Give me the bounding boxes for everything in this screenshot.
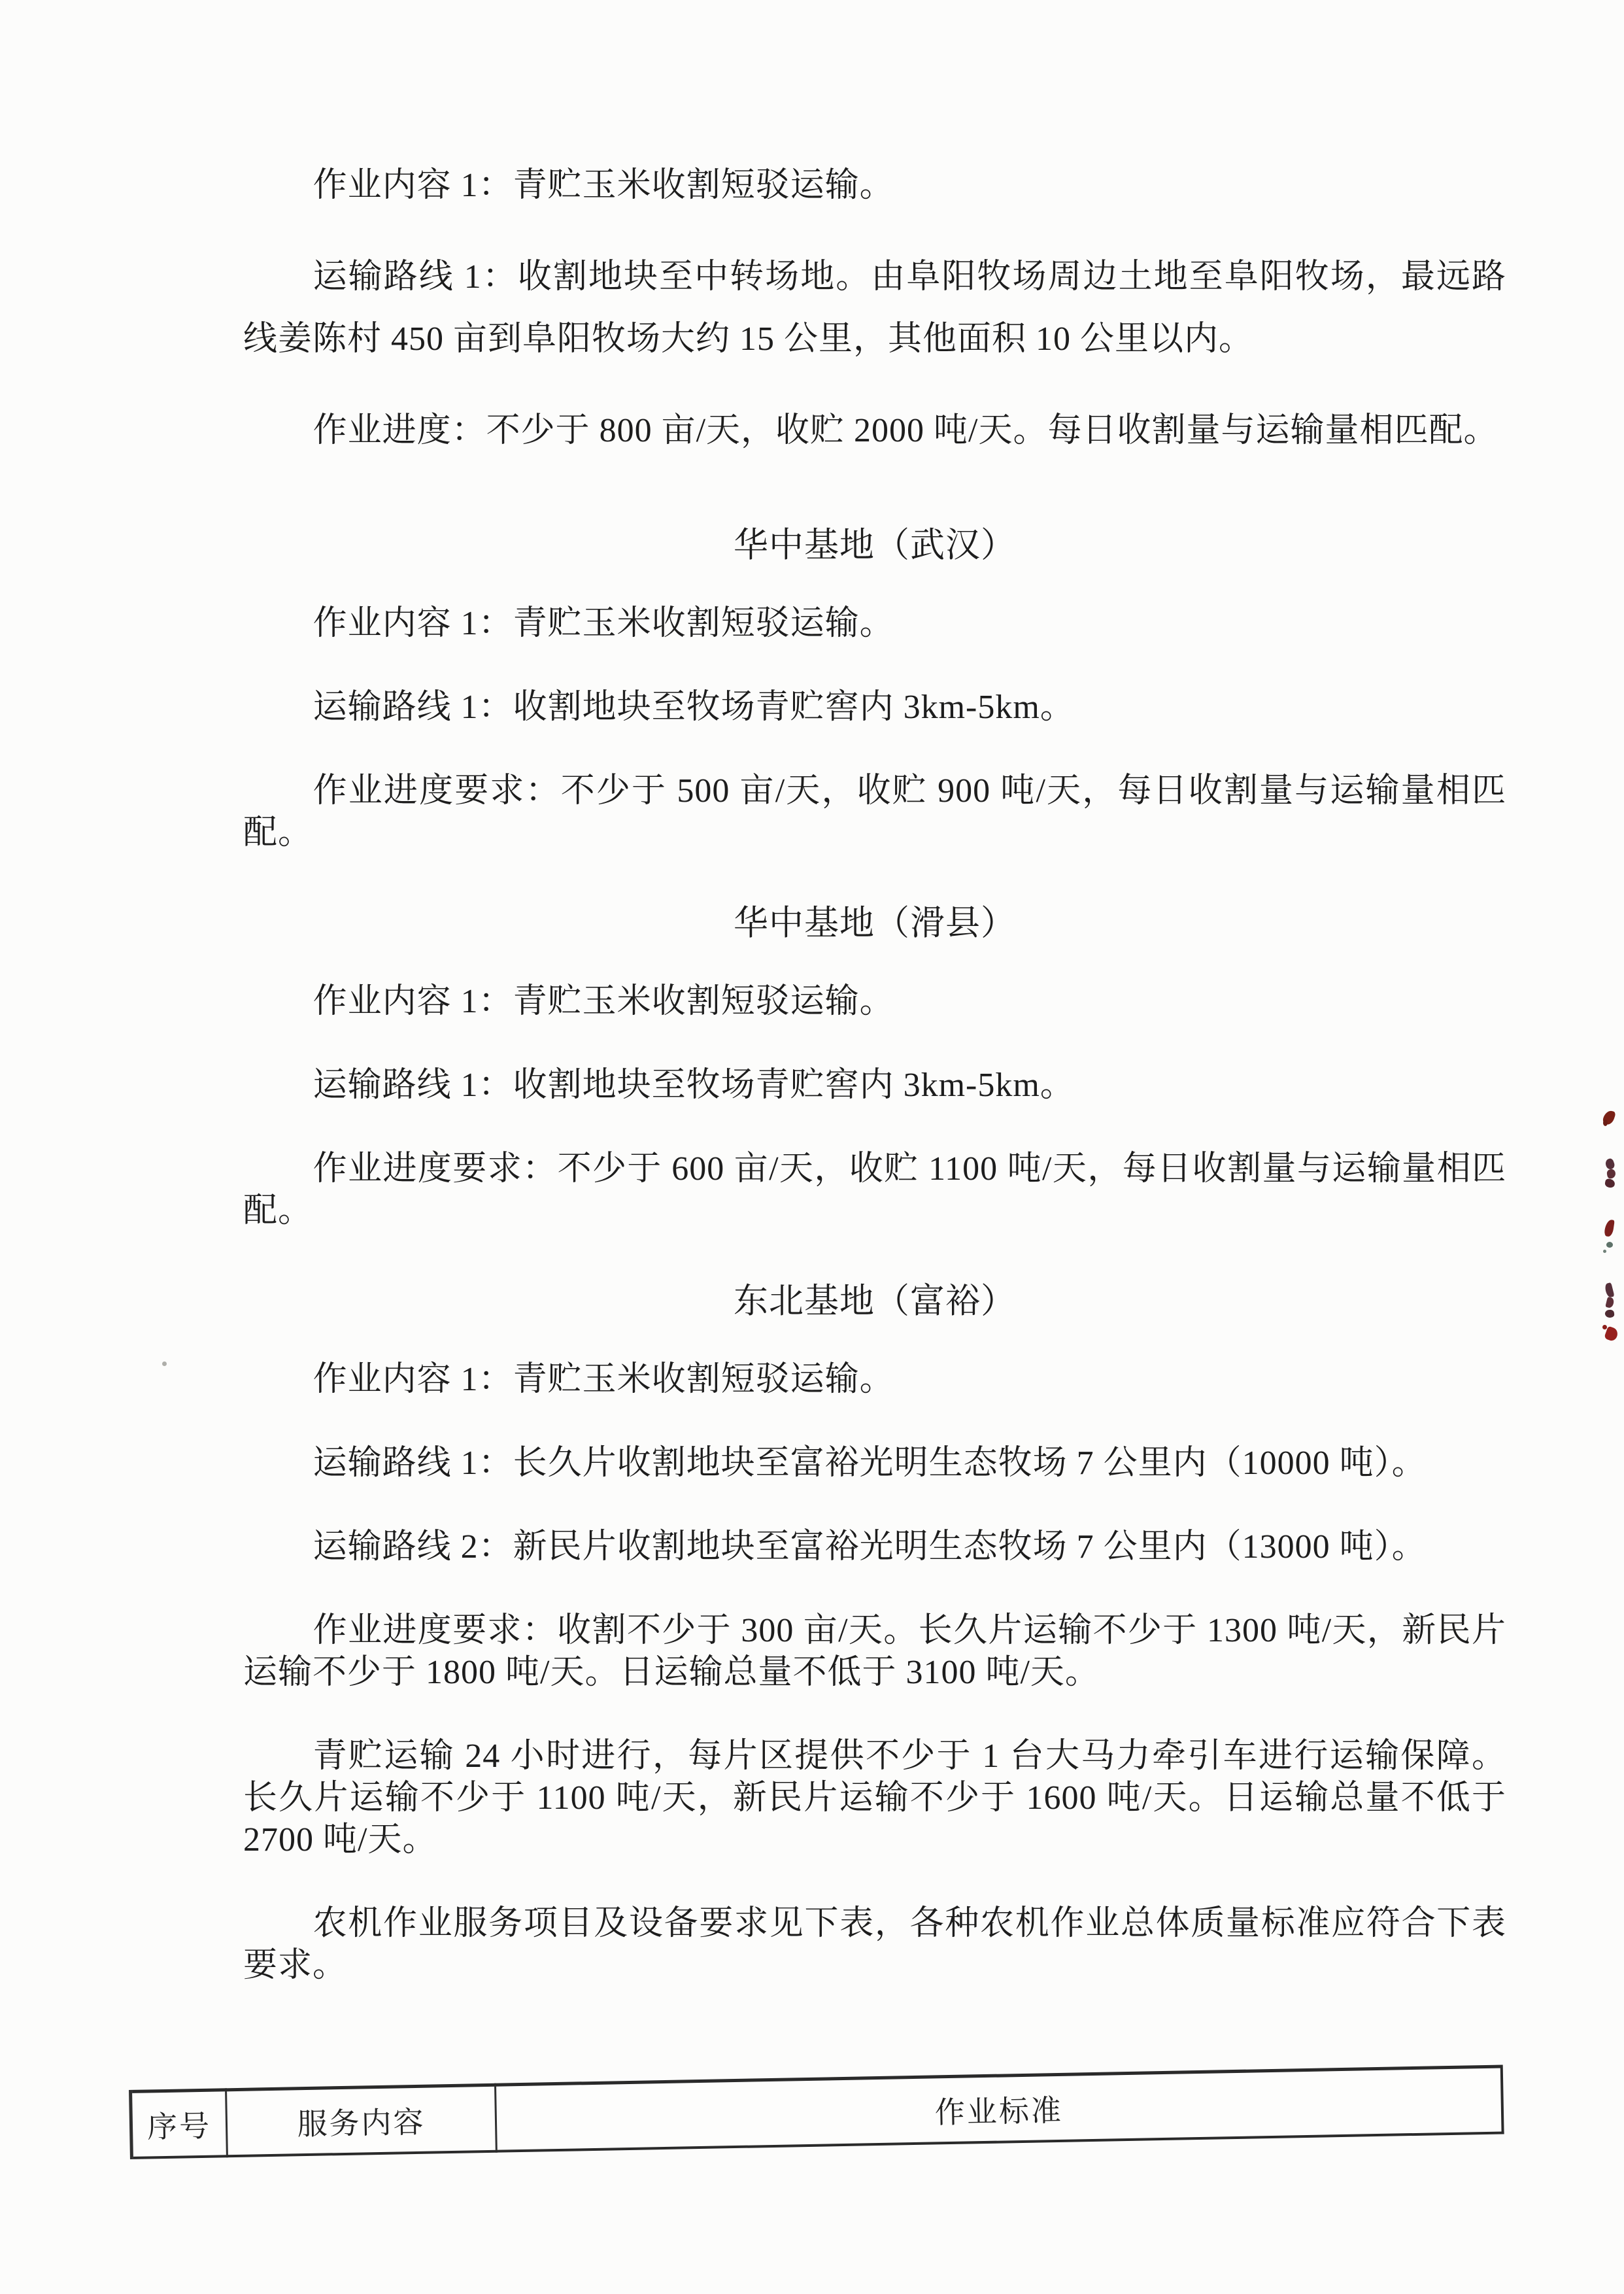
- para-fuyu-work-content: 作业内容 1：青贮玉米收割短驳运输。: [313, 1361, 894, 1398]
- heading-huazhong-huaxian: 华中基地（滑县）: [734, 904, 1016, 942]
- ink-stain: [1604, 1282, 1615, 1298]
- ink-stain: [1604, 1309, 1615, 1318]
- ink-stain: [1603, 1250, 1606, 1253]
- para-fuyang-route-1: 运输路线 1：收割地块至中转场地。由阜阳牧场周边土地至阜阳牧场，最远路线姜陈村 450 亩到阜阳牧场大约 15 公里，其他面积 10 公里以内。: [243, 258, 1506, 358]
- para-wuhan-route-1: 运输路线 1：收割地块至牧场青贮窖内 3km-5km。: [313, 689, 1075, 726]
- para-huaxian-work-content: 作业内容 1：青贮玉米收割短驳运输。: [313, 983, 894, 1020]
- para-huaxian-route-1: 运输路线 1：收割地块至牧场青贮窖内 3km-5km。: [313, 1067, 1075, 1104]
- table-header-row: [131, 2066, 1503, 2158]
- ink-stain: [1605, 1297, 1615, 1309]
- service-table: [129, 2064, 1504, 2159]
- para-wuhan-progress: 作业进度要求：不少于 500 亩/天，收贮 900 吨/天，每日收割量与运输量相匹配。: [243, 772, 1506, 851]
- heading-dongbei-fuyu: 东北基地（富裕）: [734, 1282, 1016, 1320]
- para-fuyu-route-1: 运输路线 1：长久片收割地块至富裕光明生态牧场 7 公里内（10000 吨）。: [313, 1445, 1427, 1482]
- para-fuyu-route-2: 运输路线 2：新民片收割地块至富裕光明生态牧场 7 公里内（13000 吨）。: [313, 1528, 1427, 1566]
- ink-stain: [1602, 1325, 1607, 1329]
- para-huaxian-progress: 作业进度要求：不少于 600 亩/天，收贮 1100 吨/天，每日收割量与运输量相匹配。: [243, 1150, 1506, 1229]
- para-wuhan-work-content: 作业内容 1：青贮玉米收割短驳运输。: [313, 605, 894, 642]
- para-fuyu-progress: 作业进度要求：收割不少于 300 亩/天。长久片运输不少于 1300 吨/天，新民片运输不少于 1800 吨/天。日运输总量不低于 3100 吨/天。: [243, 1612, 1506, 1691]
- document-body: [243, 154, 1506, 2029]
- ink-stain: [1606, 1169, 1616, 1179]
- ink-stain: [1604, 1178, 1616, 1189]
- para-fuyang-progress: 作业进度：不少于 800 亩/天，收贮 2000 吨/天。每日收割量与运输量相匹配。: [313, 412, 1498, 449]
- column-header-work-standard: 作业标准: [495, 2066, 1502, 2151]
- para-fuyu-24h-transport: 青贮运输 24 小时进行，每片区提供不少于 1 台大马力牵引车进行运输保障。长久片运输不少于 1100 吨/天，新民片运输不少于 1600 吨/天。日运输总量不低于 2700 吨/天。: [243, 1738, 1506, 1858]
- ink-stain: [1604, 1157, 1616, 1170]
- service-standards-table: [129, 2064, 1504, 2159]
- ink-stain: [1603, 1120, 1608, 1126]
- speck: [162, 1361, 167, 1366]
- ink-stain: [1604, 1219, 1614, 1237]
- heading-huazhong-wuhan: 华中基地（武汉）: [734, 526, 1016, 564]
- para-table-intro: 农机作业服务项目及设备要求见下表，各种农机作业总体质量标准应符合下表要求。: [243, 1905, 1506, 1984]
- column-header-serial-number: 序号: [131, 2090, 228, 2158]
- ink-stain: [1606, 1242, 1613, 1248]
- para-fuyang-work-content: 作业内容 1：青贮玉米收割短驳运输。: [313, 167, 894, 204]
- column-header-service-content: 服务内容: [226, 2085, 497, 2156]
